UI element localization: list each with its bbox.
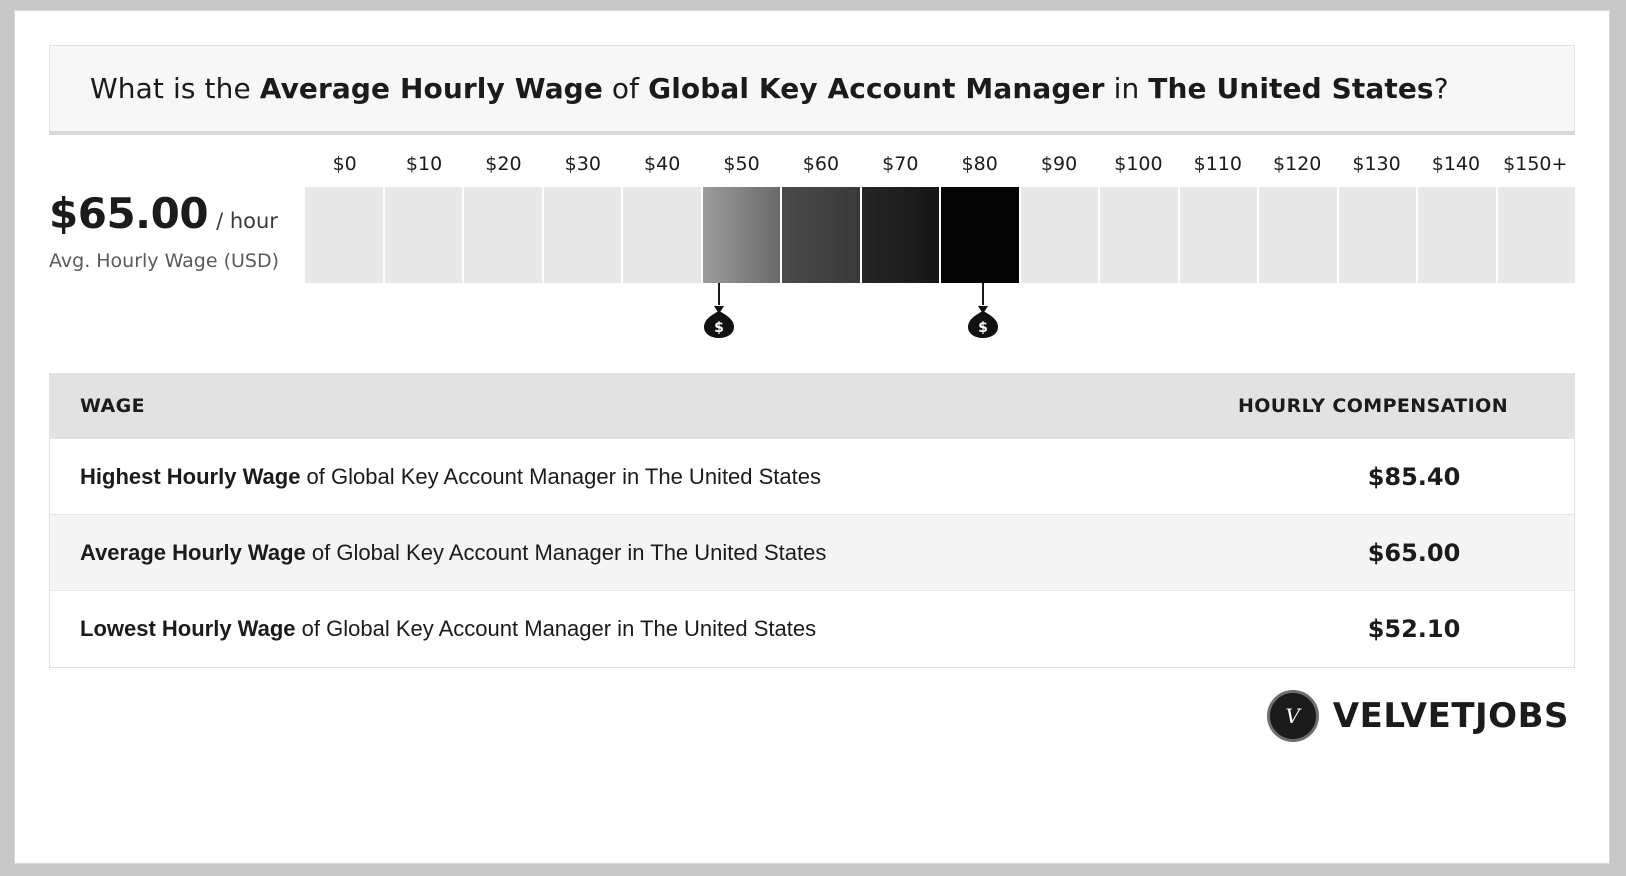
row-value: $65.00 — [1367, 538, 1461, 567]
row-value: $52.10 — [1367, 615, 1461, 643]
lowest-wage-marker — [697, 283, 741, 339]
table-header-row — [50, 373, 1574, 439]
scale-cell-highlight — [782, 187, 862, 283]
table-row — [50, 439, 1574, 515]
scale-cell-highlight — [703, 187, 783, 283]
question-header — [49, 45, 1575, 135]
question-suffix: ? — [1433, 72, 1449, 105]
scale-cell — [1498, 187, 1576, 283]
question-bold-role: Global Key Account Manager — [648, 72, 1105, 105]
average-wage-summary — [49, 189, 289, 272]
scale-cell — [623, 187, 703, 283]
scale-tick: $130 — [1352, 153, 1401, 175]
brand-name: VELVETJOBS — [1332, 696, 1569, 736]
row-label — [80, 464, 1284, 490]
scale-tick: $60 — [802, 153, 840, 175]
logo-letter: V — [1285, 704, 1300, 728]
marker-stem — [982, 283, 984, 305]
scale-cell — [1021, 187, 1101, 283]
marker-stem — [718, 283, 720, 305]
question-prefix: What is the — [90, 72, 260, 105]
average-wage-value: $65.00 — [49, 189, 209, 238]
row-value: $85.40 — [1367, 462, 1461, 491]
scale-cell — [385, 187, 465, 283]
wage-scale-chart — [49, 153, 1575, 363]
scale-cell — [305, 187, 385, 283]
infographic-card — [14, 10, 1610, 864]
row-label-bold: Lowest Hourly Wage — [80, 616, 296, 641]
scale-cell — [1339, 187, 1419, 283]
scale-cell — [544, 187, 624, 283]
row-label-rest: of Global Key Account Manager in The United States — [295, 616, 817, 641]
scale-tick: $50 — [723, 153, 760, 175]
average-wage-unit: / hour — [216, 209, 278, 233]
scale-cell — [464, 187, 544, 283]
average-wage-caption: Avg. Hourly Wage (USD) — [49, 250, 280, 272]
scale-tick: $10 — [405, 153, 443, 175]
scale-cell — [1180, 187, 1260, 283]
average-wage-row — [49, 189, 289, 238]
row-label-rest: of Global Key Account Manager in The United States — [305, 539, 827, 565]
scale-tick: $20 — [485, 153, 522, 175]
scale-tick: $70 — [882, 153, 919, 175]
money-bag-icon — [700, 305, 738, 339]
table-row — [50, 515, 1574, 591]
scale-tick: $80 — [961, 153, 998, 175]
row-label — [80, 540, 1284, 566]
row-label-bold: Highest Hourly Wage — [80, 463, 301, 489]
column-header-wage: WAGE — [80, 395, 145, 417]
scale-cell-highlight — [941, 187, 1021, 283]
card-inner — [49, 45, 1575, 843]
question-bold-location: The United States — [1148, 72, 1434, 105]
wage-table — [49, 373, 1575, 668]
column-header-compensation: HOURLY COMPENSATION — [1237, 395, 1508, 417]
scale-cell — [1259, 187, 1339, 283]
scale-cell-highlight — [862, 187, 942, 283]
highest-wage-marker — [961, 283, 1005, 339]
row-label — [80, 616, 1284, 642]
question-mid-of: of — [602, 72, 649, 105]
scale-tick: $150+ — [1503, 153, 1568, 175]
scale-cell — [1100, 187, 1180, 283]
question-title — [90, 72, 1449, 105]
scale-cell — [1418, 187, 1498, 283]
row-label-bold: Average Hourly Wage — [80, 539, 306, 565]
scale-tick: $140 — [1431, 153, 1481, 175]
svg-text:$: $ — [978, 320, 988, 336]
scale-tick: $40 — [644, 153, 681, 175]
table-row — [50, 591, 1574, 667]
question-mid-in: in — [1104, 72, 1149, 105]
question-bold-wage: Average Hourly Wage — [259, 72, 603, 105]
money-bag-icon — [964, 305, 1002, 339]
scale-tick: $90 — [1040, 153, 1078, 175]
scale-tick: $30 — [564, 153, 601, 175]
scale-tick: $120 — [1273, 153, 1322, 175]
scale-tick: $0 — [332, 153, 357, 175]
row-label-rest: of Global Key Account Manager in The United States — [300, 463, 822, 489]
velvetjobs-mark-icon — [1267, 690, 1319, 742]
scale-tick: $100 — [1114, 153, 1163, 175]
scale-track — [305, 187, 1575, 283]
svg-text:$: $ — [713, 320, 724, 336]
scale-tick: $110 — [1193, 153, 1242, 175]
brand-logo — [49, 690, 1575, 742]
scale-tick-labels — [305, 153, 1575, 183]
